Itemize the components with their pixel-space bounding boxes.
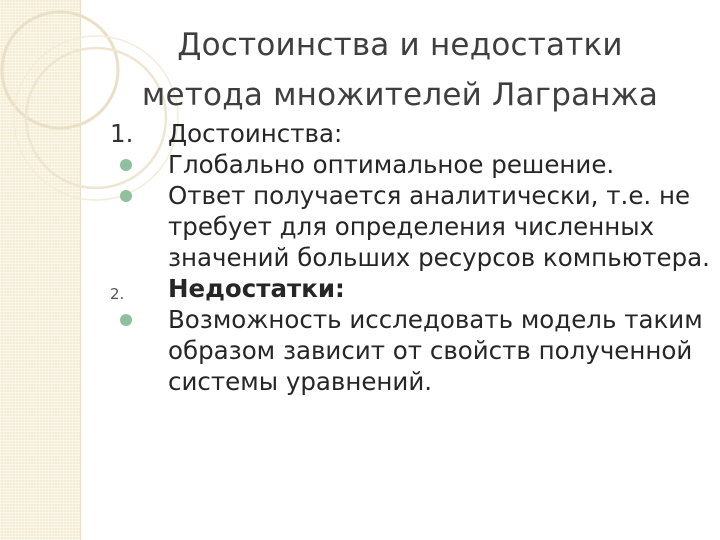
disadvantages-heading: Недостатки:	[168, 274, 345, 303]
list-item-disadvantages-heading	[110, 273, 710, 304]
slide-title	[120, 20, 680, 120]
bullet-dot-icon	[120, 314, 132, 326]
bullet-text: Ответ получается аналитически, т.е. не требует для определения численных значений больших ресурсов компьютера.	[168, 181, 710, 272]
title-line-2: метода множителей Лагранжа	[141, 77, 659, 113]
list-item-bullet	[110, 149, 710, 180]
bullet-dot-icon	[120, 159, 132, 171]
list-item-bullet	[110, 304, 710, 397]
list-number-2: 2.	[110, 285, 125, 303]
advantages-heading: Достоинства:	[168, 119, 343, 148]
bullet-text: Возможность исследовать модель таким образом зависит от свойств полученной системы уравнений.	[168, 305, 703, 396]
bullet-text: Глобально оптимальное решение.	[168, 150, 615, 179]
list-item-bullet	[110, 180, 710, 273]
title-line-1: Достоинства и недостатки	[177, 27, 623, 63]
bullet-dot-icon	[120, 190, 132, 202]
list-item-advantages-heading	[110, 118, 710, 149]
content-list	[110, 118, 710, 397]
list-number-1: 1.	[110, 119, 134, 148]
